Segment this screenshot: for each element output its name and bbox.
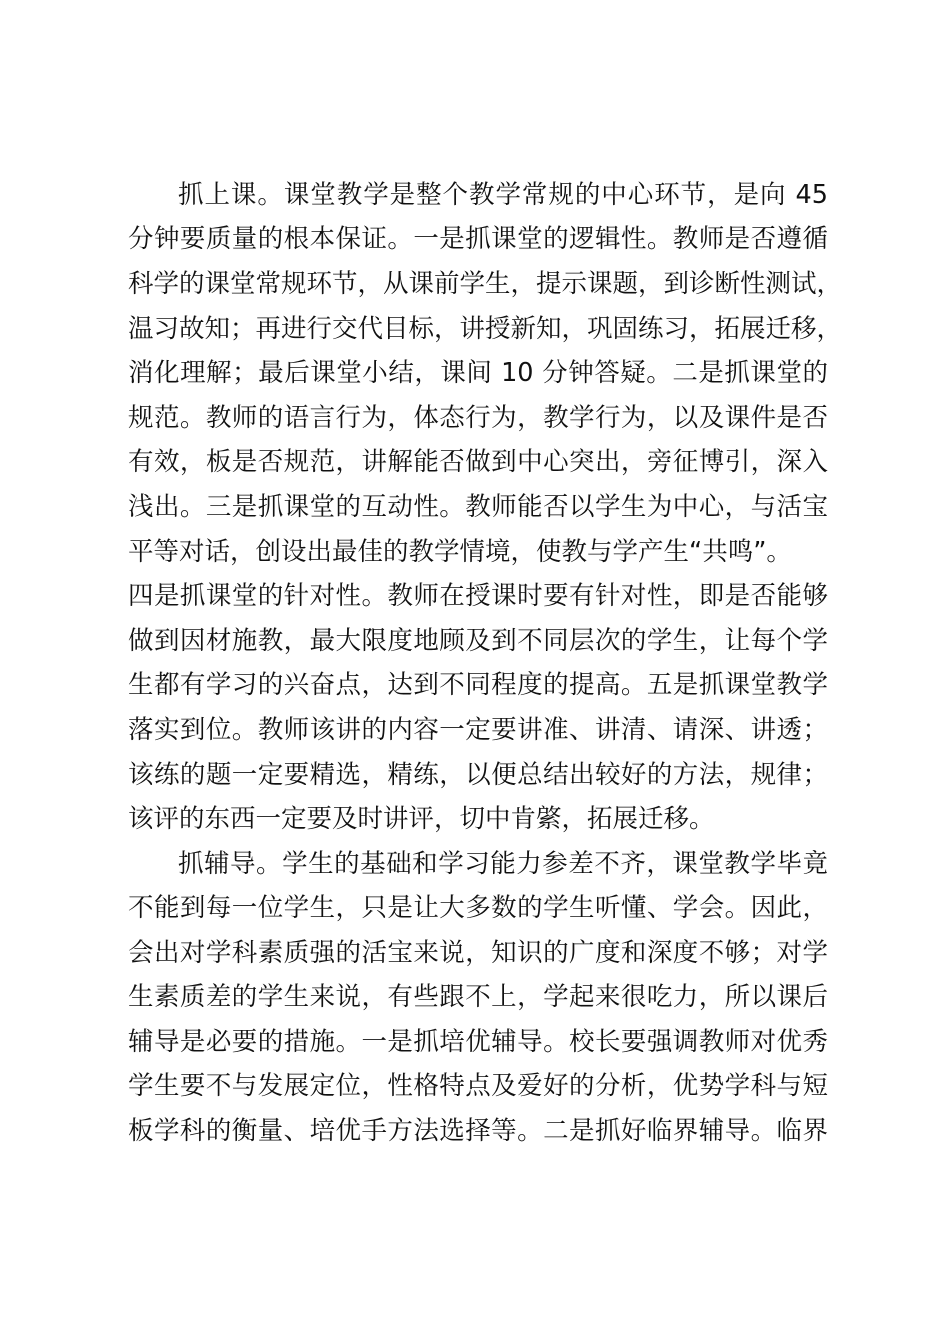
text-line: 浅出。三是抓课堂的互动性。教师能否以学生为中心，与活宝: [128, 492, 828, 522]
text-line: 温习故知；再进行交代目标，讲授新知，巩固练习，拓展迁移，: [128, 314, 843, 344]
text-line: 生素质差的学生来说，有些跟不上，学起来很吃力，所以课后: [128, 982, 828, 1012]
text-line: 该练的题一定要精选，精练，以便总结出较好的方法，规律；: [128, 760, 828, 790]
text-line: 抓上课。课堂教学是整个教学常规的中心环节，是向 45: [178, 180, 828, 210]
text-line: 做到因材施教，最大限度地顾及到不同层次的学生，让每个学: [128, 626, 828, 656]
text-line: 消化理解；最后课堂小结，课间 10 分钟答疑。二是抓课堂的: [128, 358, 828, 388]
text-line: 不能到每一位学生，只是让大多数的学生听懂、学会。因此，: [128, 893, 828, 923]
text-line: 生都有学习的兴奋点，达到不同程度的提高。五是抓课堂教学: [128, 670, 828, 700]
text-line: 平等对话，创设出最佳的教学情境，使教与学产生“共鸣”。: [128, 537, 792, 567]
text-line: 辅导是必要的措施。一是抓培优辅导。校长要强调教师对优秀: [128, 1027, 828, 1057]
text-line: 分钟要质量的根本保证。一是抓课堂的逻辑性。教师是否遵循: [128, 224, 828, 254]
text-line: 会出对学科素质强的活宝来说，知识的广度和深度不够；对学: [128, 938, 828, 968]
text-line: 有效，板是否规范，讲解能否做到中心突出，旁征博引，深入: [128, 447, 828, 477]
text-line: 落实到位。教师该讲的内容一定要讲准、讲清、请深、讲透；: [128, 715, 828, 745]
text-line: 规范。教师的语言行为，体态行为，教学行为，以及课件是否: [128, 403, 828, 433]
text-line: 科学的课堂常规环节，从课前学生，提示课题，到诊断性测试，: [128, 269, 843, 299]
text-line: 学生要不与发展定位，性格特点及爱好的分析，优势学科与短: [128, 1071, 828, 1101]
text-line: 四是抓课堂的针对性。教师在授课时要有针对性，即是否能够: [128, 581, 828, 611]
text-line: 板学科的衡量、培优手方法选择等。二是抓好临界辅导。临界: [128, 1116, 828, 1146]
text-line: 抓辅导。学生的基础和学习能力参差不齐，课堂教学毕竟: [178, 849, 828, 879]
text-line: 该评的东西一定要及时讲评，切中肯綮，拓展迁移。: [128, 804, 715, 834]
